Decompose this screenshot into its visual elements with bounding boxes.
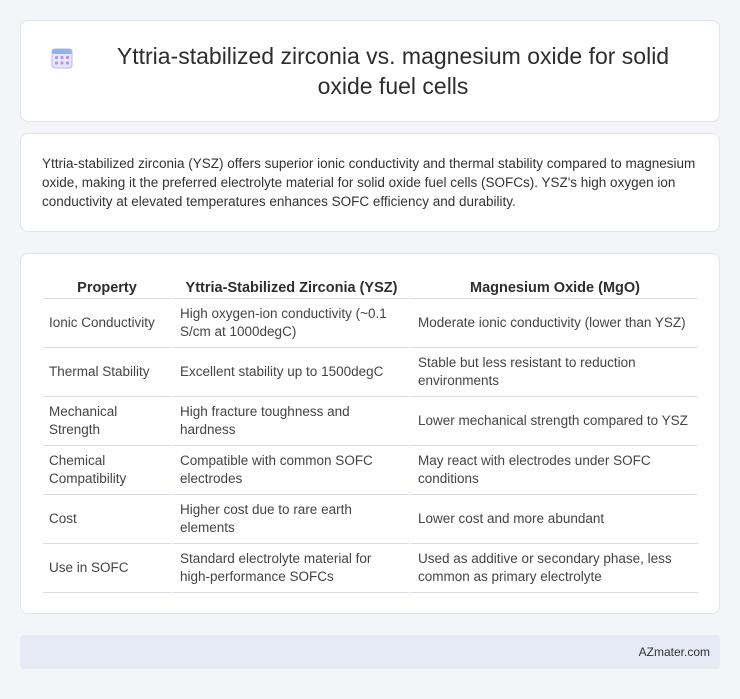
table-row xyxy=(43,446,698,495)
property-cell: Use in SOFC xyxy=(43,544,171,593)
header-property: Property xyxy=(43,270,171,299)
property-cell: Mechanical Strength xyxy=(43,397,171,446)
calendar-icon xyxy=(51,47,73,69)
footer-bar xyxy=(20,635,720,669)
header-ysz: Yttria-Stabilized Zirconia (YSZ) xyxy=(171,270,409,299)
intro-text: Yttria-stabilized zirconia (YSZ) offers superior ionic conductivity and thermal stability compared to magnesium oxide, making it the preferred electrolyte material for solid oxide fuel cells (SOFCs). YSZ's high oxygen ion conductivity at elevated temperatures enhances SOFC efficiency and durability. xyxy=(42,156,696,209)
property-cell: Thermal Stability xyxy=(43,348,171,397)
table-row xyxy=(43,495,698,544)
comparison-table xyxy=(43,270,698,593)
table-header-row xyxy=(43,270,698,299)
ysz-cell: Compatible with common SOFC electrodes xyxy=(171,446,409,495)
intro-card xyxy=(20,133,720,232)
page-title: Yttria-stabilized zirconia vs. magnesium oxide for solid oxide fuel cells xyxy=(116,43,670,99)
property-cell: Chemical Compatibility xyxy=(43,446,171,495)
mgo-cell: Moderate ionic conductivity (lower than YSZ) xyxy=(409,299,698,348)
mgo-cell: Used as additive or secondary phase, less common as primary electrolyte xyxy=(409,544,698,593)
footer-brand[interactable]: AZmater.com xyxy=(638,645,710,659)
mgo-cell: Lower cost and more abundant xyxy=(409,495,698,544)
comparison-table-card xyxy=(20,253,720,614)
ysz-cell: Excellent stability up to 1500degC xyxy=(171,348,409,397)
table-row xyxy=(43,397,698,446)
table-row xyxy=(43,299,698,348)
header-mgo: Magnesium Oxide (MgO) xyxy=(409,270,698,299)
table-row xyxy=(43,348,698,397)
ysz-cell: High fracture toughness and hardness xyxy=(171,397,409,446)
ysz-cell: High oxygen-ion conductivity (~0.1 S/cm at 1000degC) xyxy=(171,299,409,348)
property-cell: Cost xyxy=(43,495,171,544)
table-row xyxy=(43,544,698,593)
ysz-cell: Higher cost due to rare earth elements xyxy=(171,495,409,544)
mgo-cell: May react with electrodes under SOFC conditions xyxy=(409,446,698,495)
property-cell: Ionic Conductivity xyxy=(43,299,171,348)
title-wrap xyxy=(51,41,689,101)
mgo-cell: Lower mechanical strength compared to YSZ xyxy=(409,397,698,446)
mgo-cell: Stable but less resistant to reduction environments xyxy=(409,348,698,397)
ysz-cell: Standard electrolyte material for high-performance SOFCs xyxy=(171,544,409,593)
title-card xyxy=(20,20,720,122)
